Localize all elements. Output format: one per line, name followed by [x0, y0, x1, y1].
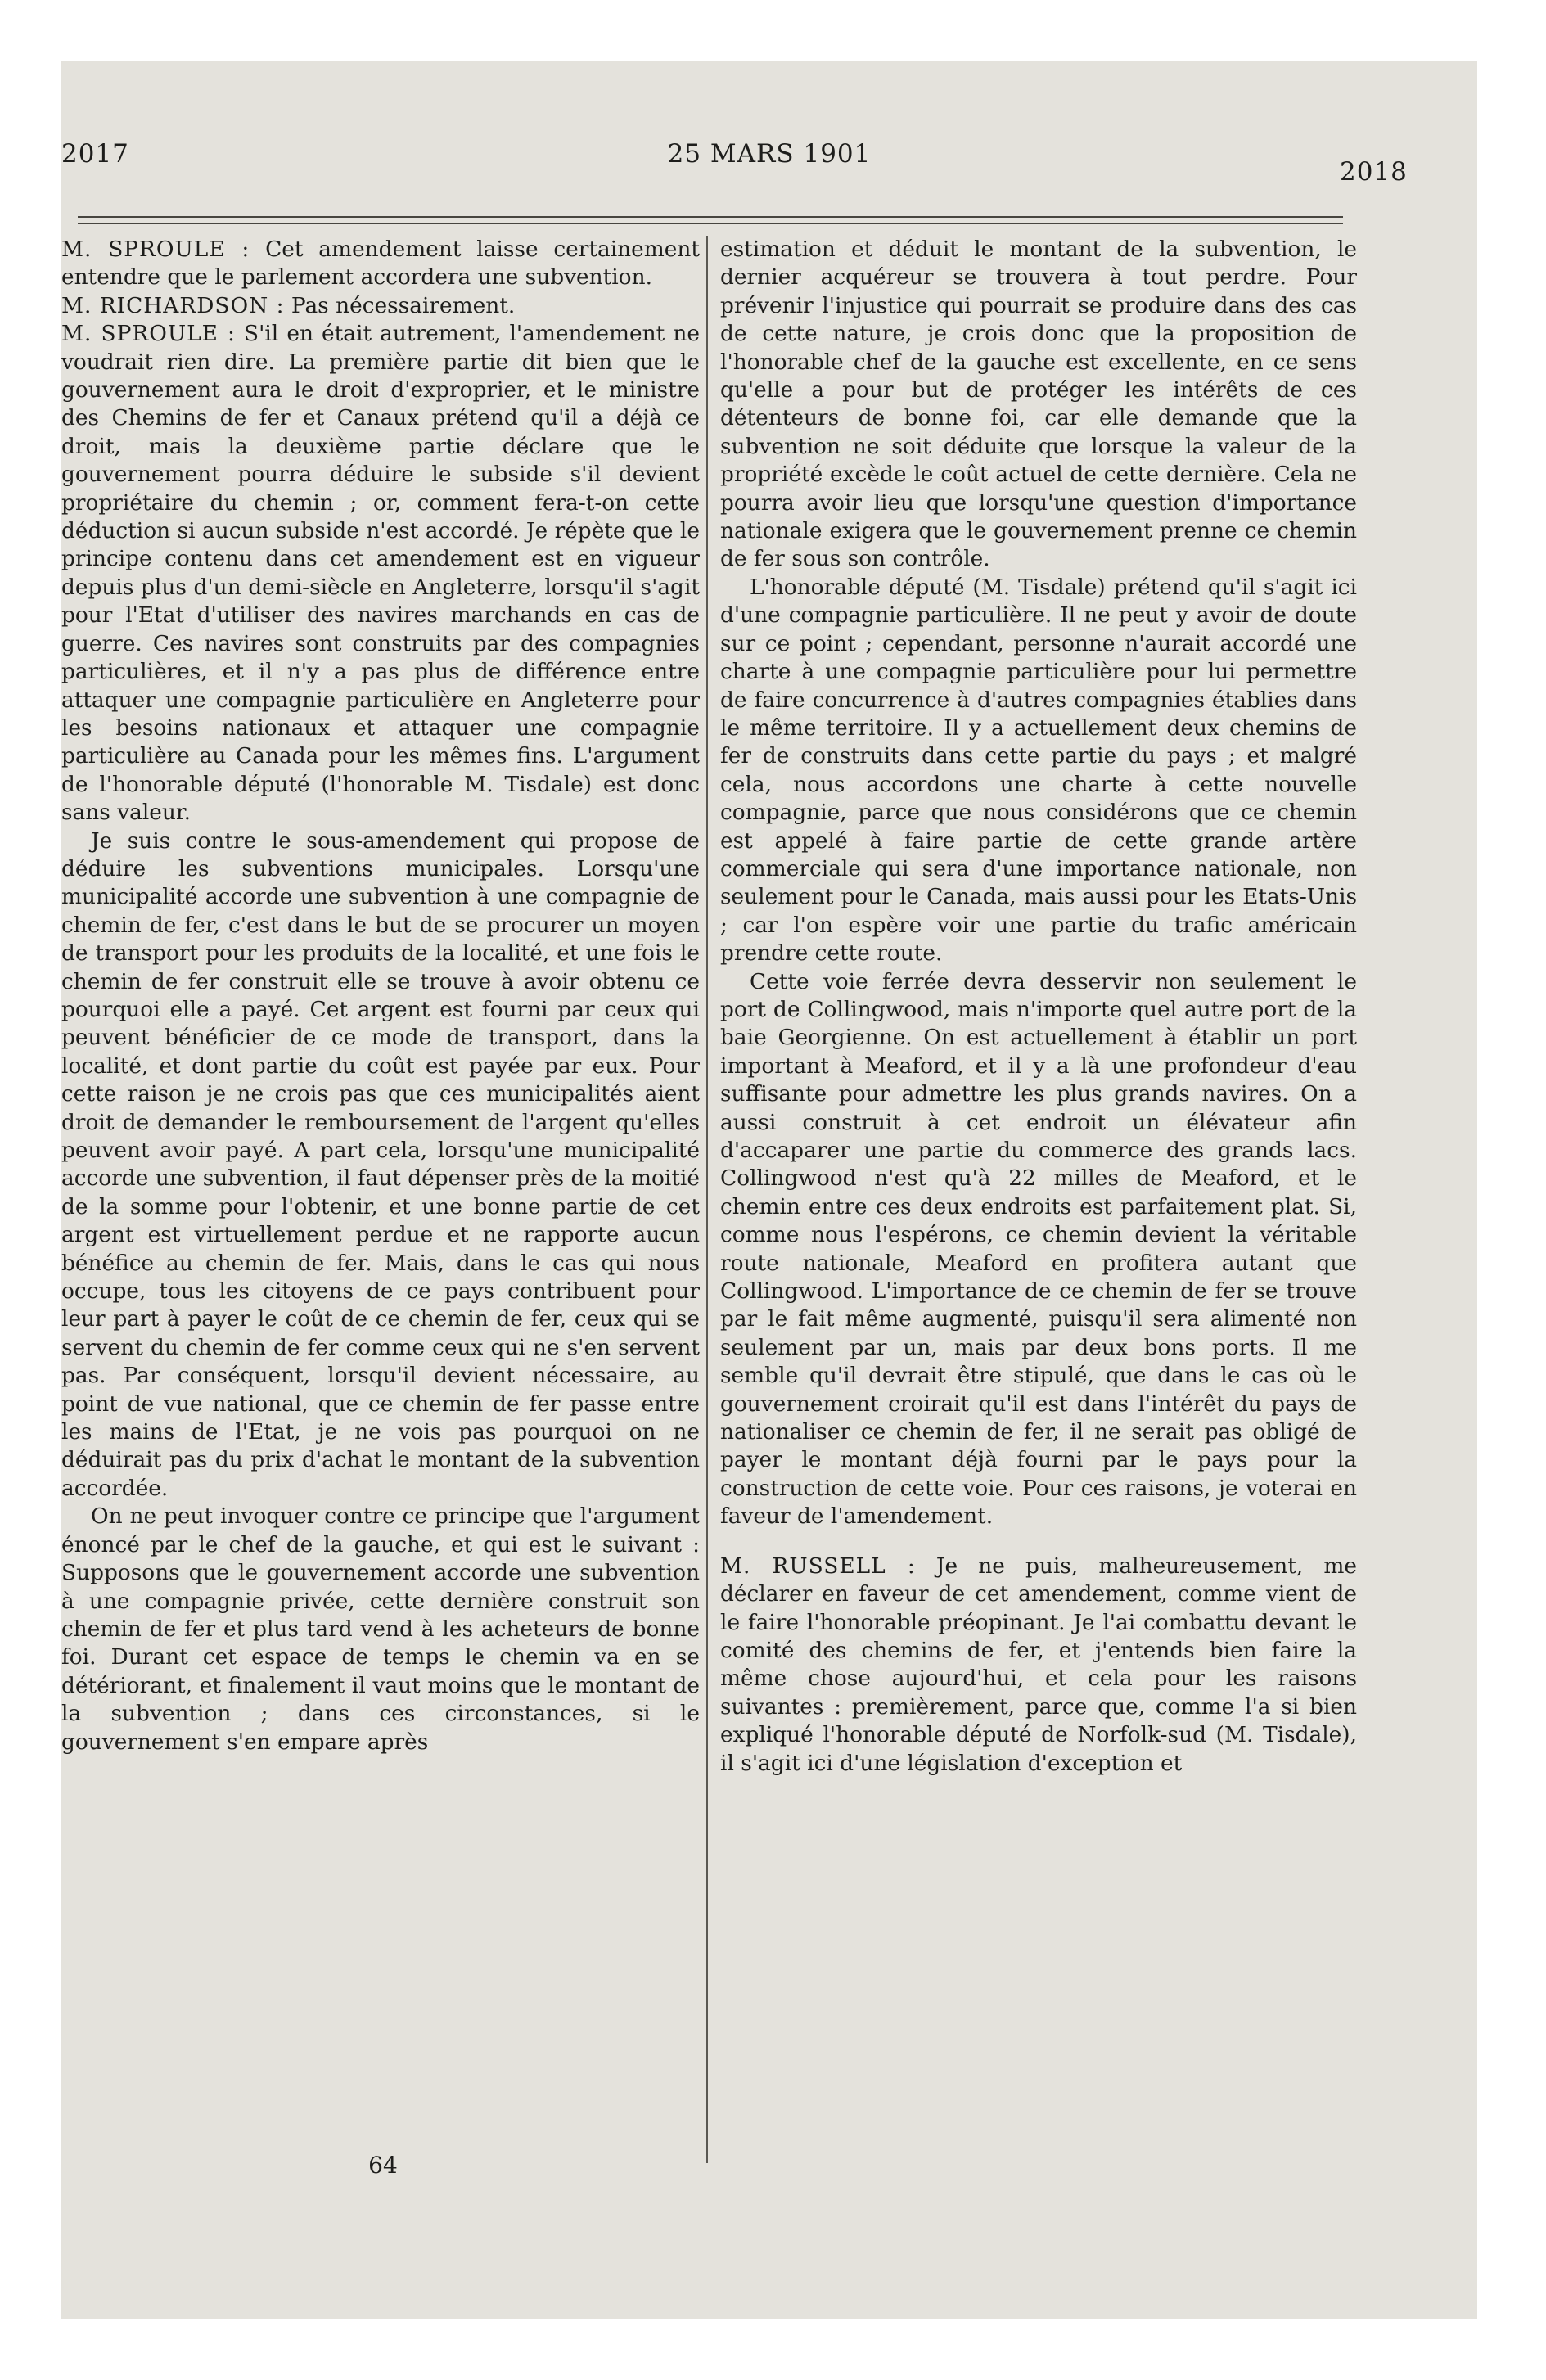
paragraph-text: Cet amendement laisse certainement entendre que le parlement accordera une subvention. — [61, 237, 701, 291]
header-rule-top — [78, 216, 1343, 218]
paragraph-text: Pas nécessairement. — [291, 292, 516, 318]
paragraph — [720, 968, 1357, 1531]
left-column — [61, 236, 700, 1756]
folio-number: 64 — [368, 2152, 398, 2179]
speaker-name: M. RICHARDSON : — [61, 292, 285, 318]
paragraph-text: Cette voie ferrée devra desservir non seulement le port de Collingwood, mais n'importe quel autre port de la baie Georgienne. On est actuellement à établir un port important à Meaford, et il y a là une profondeur d'eau suffisante pour admettre les plus grands navires. On a aussi construit à cet endroit un élévateur afin d'accaparer une partie du commerce des grands lacs. Collingwood n'est qu'à 22 milles de Meaford, et le chemin entre ces deux endroits est parfaitement plat. Si, comme nous l'espérons, ce chemin devient la véritable route nationale, Meaford en profitera autant que Collingwood. L'importance de ce chemin de fer se trouve par le fait même augmenté, puisqu'il sera alimenté non seulement par un, mais par deux bons ports. Il me semble qu'il devrait être stipulé, que dans le cas où le gouvernement croirait qu'il est dans l'intérêt du pays de nationaliser ce chemin de fer, il ne serait pas obligé de payer le montant déjà fourni par le pays pour la construction de cette voie. Pour ces raisons, je voterai en faveur de l'amendement. — [720, 968, 1357, 1530]
scanned-page — [61, 61, 1477, 2319]
paragraph-text: On ne peut invoquer contre ce principe que l'argument énoncé par le chef de la gauche, et qui est le suivant : Supposons que le gouvernement accorde une subvention à une compagnie privée, cette dernière construit son chemin de fer et plus tard vend à les acheteurs de bonne foi. Durant cet espace de temps le chemin va en se détériorant, et finalement il vaut moins que le montant de la subvention ; dans ces circonstances, si le gouvernement s'en empare après — [61, 1503, 700, 1755]
paragraph — [720, 1553, 1357, 1778]
right-page-number: 2018 — [1340, 157, 1408, 187]
speaker-name: M. SPROULE : — [61, 237, 250, 262]
paragraph — [720, 236, 1357, 574]
column-divider — [706, 236, 708, 2163]
paragraph-text: L'honorable député (M. Tisdale) prétend qu'il s'agit ici d'une compagnie particulière. Il ne peut y avoir de doute sur ce point ; cependant, personne n'aurait accordé une charte à une compagnie particulière pour lui permettre de faire concurrence à d'autres compagnies établies dans le même territoire. Il y a actuellement deux chemins de fer de construits dans cette partie du pays ; et malgré cela, nous accordons une charte à cette nouvelle compagnie, parce que nous considérons que ce chemin est appelé à faire partie de cette grande artère commerciale qui sera d'une importance nationale, non seulement pour le Canada, mais aussi pour les Etats-Unis ; car l'on espère voir une partie du trafic américain prendre cette route. — [720, 574, 1357, 967]
paragraph — [61, 320, 700, 827]
paragraph — [720, 574, 1357, 968]
paragraph — [61, 236, 700, 292]
right-column — [720, 236, 1357, 1778]
paragraph-text: S'il en était autrement, l'amendement ne voudrait rien dire. La première partie dit bien que le gouvernement aura le droit d'exproprier, et le ministre des Chemins de fer et Canaux prétend qu'il a déjà ce droit, mais la deuxième partie déclare que le gouvernement pourra déduire le subside s'il devient propriétaire du chemin ; or, comment fera-t-on cette déduction si aucun subside n'est accordé. Je répète que le principe contenu dans cet amendement est en vigueur depuis plus d'un demi-siècle en Angleterre, lorsqu'il s'agit pour l'Etat d'utiliser des navires marchands en cas de guerre. Ces navires sont construits par des compagnies particulières, et il n'y a pas plus de différence entre attaquer une compagnie particulière en Angleterre pour les besoins nationaux et attaquer une compagnie particulière au Canada pour les mêmes fins. L'argument de l'honorable député (l'honorable M. Tisdale) est donc sans valeur. — [61, 321, 701, 826]
paragraph-text: Je suis contre le sous-amendement qui propose de déduire les subventions municipales. Lorsqu'une municipalité accorde une subvention à une compagnie de chemin de fer, c'est dans le but de se procurer un moyen de transport pour les produits de la localité, et une fois le chemin de fer construit elle se trouve à avoir obtenu ce pourquoi elle a payé. Cet argent est fourni par ceux qui peuvent bénéficier de ce mode de transport, dans la localité, et dont partie du coût est payée par eux. Pour cette raison je ne crois pas que ces municipalités aient droit de demander le remboursement de l'argent qu'elles peuvent avoir payé. A part cela, lorsqu'une municipalité accorde une subvention, il faut dépenser près de la moitié de la somme pour l'obtenir, et une bonne partie de cet argent est virtuellement perdue et ne rapporte aucun bénéfice au chemin de fer. Mais, dans le cas qui nous occupe, tous les citoyens de ce pays contribuent pour leur part à payer le coût de ce chemin de fer, ceux qui se servent du chemin de fer comme ceux qui ne s'en servent pas. Par conséquent, lorsqu'il devient nécessaire, au point de vue national, que ce chemin de fer passe entre les mains de l'Etat, je ne vois pas pourquoi on ne déduirait pas du prix d'achat le montant de la subvention accordée. — [61, 827, 700, 1501]
paragraph-text: estimation et déduit le montant de la subvention, le dernier acquéreur se trouvera à tout perdre. Pour prévenir l'injustice qui pourrait se produire dans des cas de cette nature, je crois donc que la proposition de l'honorable chef de la gauche est excellente, en ce sens qu'elle a pour but de protéger les intérêts de ces détenteurs de bonne foi, car elle demande que la subvention ne soit déduite que lorsque la valeur de la propriété excède le coût actuel de cette dernière. Cela ne pourra avoir lieu que lorsqu'une question d'importance nationale exigera que le gouvernement prenne ce chemin de fer sous son contrôle. — [720, 237, 1357, 572]
speaker-name: M. RUSSELL : — [720, 1553, 916, 1579]
header-rule-bottom — [78, 223, 1343, 224]
speaker-name: M. SPROULE : — [61, 321, 236, 347]
left-page-number: 2017 — [61, 139, 129, 169]
page-date: 25 MARS 1901 — [667, 139, 872, 169]
paragraph-text: Je ne puis, malheureusement, me déclarer en faveur de cet amendement, comme vient de le faire l'honorable préopinant. Je l'ai combattu devant le comité des chemins de fer, et j'entends bien faire la même chose aujourd'hui, et cela pour les raisons suivantes : premièrement, parce que, comme l'a si bien expliqué l'honorable député de Norfolk-sud (M. Tisdale), il s'agit ici d'une législation d'exception et — [720, 1553, 1358, 1776]
paragraph — [61, 1503, 700, 1756]
paragraph — [61, 827, 700, 1503]
paragraph — [61, 292, 700, 320]
